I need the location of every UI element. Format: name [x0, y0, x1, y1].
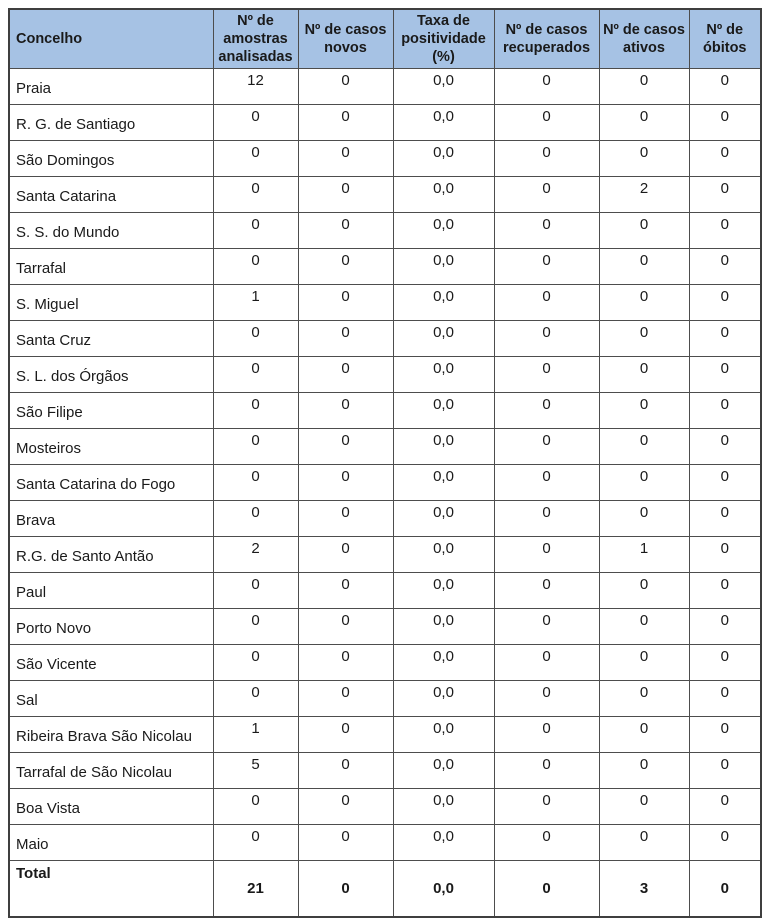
value-cell: 0: [689, 213, 761, 249]
value-cell: 0: [689, 177, 761, 213]
value-cell: 0: [494, 789, 599, 825]
table-row: [9, 429, 761, 465]
value-cell: 1: [599, 537, 689, 573]
value-cell: 0: [494, 537, 599, 573]
value-cell: 0: [494, 69, 599, 105]
total-recuperados: 0: [494, 861, 599, 917]
header-obitos: Nº de óbitos: [689, 9, 761, 69]
table-row: [9, 465, 761, 501]
value-cell: 0: [213, 321, 298, 357]
value-cell: 0: [494, 609, 599, 645]
value-cell: 0: [298, 429, 393, 465]
value-cell: 0: [599, 825, 689, 861]
concelho-cell: R. G. de Santiago: [9, 105, 213, 141]
value-cell: 0: [298, 321, 393, 357]
value-cell: 0: [599, 105, 689, 141]
value-cell: 0: [599, 753, 689, 789]
value-cell: 0: [494, 465, 599, 501]
value-cell: 0,0: [393, 645, 494, 681]
value-cell: 0: [213, 177, 298, 213]
total-label: Total: [9, 861, 213, 917]
value-cell: 0: [494, 429, 599, 465]
value-cell: 0,0: [393, 465, 494, 501]
table-row: [9, 717, 761, 753]
total-amostras: 21: [213, 861, 298, 917]
value-cell: 0: [494, 645, 599, 681]
value-cell: 0,0: [393, 753, 494, 789]
value-cell: 0,0: [393, 429, 494, 465]
value-cell: 0: [494, 573, 599, 609]
total-taxa: 0,0: [393, 861, 494, 917]
value-cell: 0: [213, 249, 298, 285]
value-cell: 0: [689, 681, 761, 717]
value-cell: 0: [298, 717, 393, 753]
value-cell: 0,0: [393, 177, 494, 213]
table-row: [9, 285, 761, 321]
value-cell: 0: [689, 753, 761, 789]
value-cell: 1: [213, 285, 298, 321]
value-cell: 0: [599, 645, 689, 681]
value-cell: 0: [689, 393, 761, 429]
table-row: [9, 393, 761, 429]
value-cell: 0: [298, 681, 393, 717]
value-cell: 0: [689, 825, 761, 861]
value-cell: 0,0: [393, 609, 494, 645]
header-amostras: Nº de amostras analisadas: [213, 9, 298, 69]
value-cell: 0: [599, 285, 689, 321]
concelho-cell: Brava: [9, 501, 213, 537]
value-cell: 0: [213, 789, 298, 825]
table-row: [9, 609, 761, 645]
value-cell: 0: [689, 141, 761, 177]
value-cell: 0: [599, 609, 689, 645]
value-cell: 0: [689, 645, 761, 681]
value-cell: 0: [599, 249, 689, 285]
value-cell: 0: [689, 69, 761, 105]
value-cell: 0: [298, 465, 393, 501]
value-cell: 0: [494, 321, 599, 357]
value-cell: 0: [298, 357, 393, 393]
value-cell: 0: [689, 501, 761, 537]
value-cell: 0: [494, 501, 599, 537]
concelho-cell: S. S. do Mundo: [9, 213, 213, 249]
total-row: [9, 861, 761, 917]
value-cell: 0: [494, 825, 599, 861]
value-cell: 0: [494, 681, 599, 717]
value-cell: 0: [298, 609, 393, 645]
value-cell: 0: [494, 285, 599, 321]
header-casos-novos: Nº de casos novos: [298, 9, 393, 69]
value-cell: 0: [689, 105, 761, 141]
value-cell: 0: [494, 177, 599, 213]
concelho-cell: Santa Cruz: [9, 321, 213, 357]
value-cell: 0,0: [393, 285, 494, 321]
value-cell: 0,0: [393, 789, 494, 825]
concelho-cell: S. Miguel: [9, 285, 213, 321]
value-cell: 0: [689, 465, 761, 501]
value-cell: 0: [689, 249, 761, 285]
value-cell: 0: [689, 573, 761, 609]
value-cell: 2: [599, 177, 689, 213]
value-cell: 12: [213, 69, 298, 105]
value-cell: 0: [298, 825, 393, 861]
concelho-cell: São Filipe: [9, 393, 213, 429]
table-row: [9, 321, 761, 357]
header-ativos: Nº de casos ativos: [599, 9, 689, 69]
value-cell: 0,0: [393, 69, 494, 105]
value-cell: 0: [213, 465, 298, 501]
value-cell: 0: [494, 141, 599, 177]
table-row: [9, 789, 761, 825]
value-cell: 0,0: [393, 573, 494, 609]
header-recuperados: Nº de casos recuperados: [494, 9, 599, 69]
value-cell: 0: [213, 573, 298, 609]
value-cell: 0: [689, 321, 761, 357]
value-cell: 0: [689, 357, 761, 393]
value-cell: 0,0: [393, 393, 494, 429]
table-row: [9, 213, 761, 249]
value-cell: 0: [298, 213, 393, 249]
value-cell: 0: [689, 609, 761, 645]
value-cell: 0: [494, 717, 599, 753]
value-cell: 0: [298, 69, 393, 105]
value-cell: 0: [494, 213, 599, 249]
value-cell: 0: [599, 393, 689, 429]
value-cell: 0: [298, 753, 393, 789]
value-cell: 0,0: [393, 249, 494, 285]
value-cell: 0: [213, 429, 298, 465]
header-taxa-positividade: Taxa de positividade (%): [393, 9, 494, 69]
value-cell: 0: [599, 681, 689, 717]
value-cell: 0: [298, 177, 393, 213]
table-row: [9, 681, 761, 717]
table-row: [9, 501, 761, 537]
value-cell: 0: [298, 105, 393, 141]
table-header: [9, 9, 761, 69]
value-cell: 0: [689, 285, 761, 321]
value-cell: 0: [298, 393, 393, 429]
value-cell: 2: [213, 537, 298, 573]
concelho-cell: Maio: [9, 825, 213, 861]
total-obitos: 0: [689, 861, 761, 917]
table-row: [9, 105, 761, 141]
table-row: [9, 69, 761, 105]
concelho-cell: Santa Catarina do Fogo: [9, 465, 213, 501]
value-cell: 0: [599, 501, 689, 537]
value-cell: 0: [689, 429, 761, 465]
total-casos-novos: 0: [298, 861, 393, 917]
table-row: [9, 825, 761, 861]
value-cell: 0,0: [393, 717, 494, 753]
value-cell: 0: [599, 69, 689, 105]
value-cell: 0,0: [393, 357, 494, 393]
total-ativos: 3: [599, 861, 689, 917]
value-cell: 0: [689, 537, 761, 573]
table-footer: [9, 861, 761, 917]
value-cell: 0,0: [393, 681, 494, 717]
value-cell: 0,0: [393, 501, 494, 537]
table-row: [9, 753, 761, 789]
table-row: [9, 249, 761, 285]
value-cell: 0: [298, 789, 393, 825]
value-cell: 0: [494, 393, 599, 429]
value-cell: 0: [213, 501, 298, 537]
value-cell: 0: [298, 285, 393, 321]
header-concelho: Concelho: [9, 9, 213, 69]
concelho-cell: Santa Catarina: [9, 177, 213, 213]
value-cell: 0,0: [393, 537, 494, 573]
value-cell: 0: [213, 213, 298, 249]
concelho-cell: Boa Vista: [9, 789, 213, 825]
concelho-cell: S. L. dos Órgãos: [9, 357, 213, 393]
table-row: [9, 573, 761, 609]
value-cell: 0: [599, 357, 689, 393]
concelho-cell: São Vicente: [9, 645, 213, 681]
table-row: [9, 357, 761, 393]
value-cell: 0,0: [393, 213, 494, 249]
value-cell: 0,0: [393, 141, 494, 177]
value-cell: 0: [599, 717, 689, 753]
value-cell: 0: [298, 537, 393, 573]
value-cell: 0: [213, 645, 298, 681]
value-cell: 0: [599, 141, 689, 177]
concelho-cell: Sal: [9, 681, 213, 717]
value-cell: 1: [213, 717, 298, 753]
value-cell: 0: [213, 825, 298, 861]
value-cell: 0,0: [393, 825, 494, 861]
value-cell: 0: [599, 789, 689, 825]
table-row: [9, 177, 761, 213]
value-cell: 0,0: [393, 105, 494, 141]
value-cell: 0: [494, 249, 599, 285]
value-cell: 0: [298, 141, 393, 177]
concelho-cell: Porto Novo: [9, 609, 213, 645]
value-cell: 0,0: [393, 321, 494, 357]
value-cell: 0: [494, 357, 599, 393]
table-row: [9, 645, 761, 681]
concelho-cell: São Domingos: [9, 141, 213, 177]
value-cell: 0: [689, 717, 761, 753]
concelho-cell: Praia: [9, 69, 213, 105]
table-body: [9, 69, 761, 861]
concelho-cell: R.G. de Santo Antão: [9, 537, 213, 573]
value-cell: 0: [298, 501, 393, 537]
value-cell: 0: [213, 141, 298, 177]
concelho-cell: Paul: [9, 573, 213, 609]
value-cell: 0: [494, 753, 599, 789]
value-cell: 0: [213, 357, 298, 393]
value-cell: 0: [213, 681, 298, 717]
concelho-cell: Tarrafal de São Nicolau: [9, 753, 213, 789]
concelho-cell: Tarrafal: [9, 249, 213, 285]
value-cell: 0: [599, 465, 689, 501]
value-cell: 0: [599, 321, 689, 357]
concelho-cell: Mosteiros: [9, 429, 213, 465]
value-cell: 0: [599, 573, 689, 609]
table-row: [9, 141, 761, 177]
covid-municipality-table: [8, 8, 762, 918]
value-cell: 0: [689, 789, 761, 825]
value-cell: 0: [213, 105, 298, 141]
value-cell: 0: [213, 609, 298, 645]
header-row: [9, 9, 761, 69]
value-cell: 0: [494, 105, 599, 141]
value-cell: 5: [213, 753, 298, 789]
value-cell: 0: [213, 393, 298, 429]
concelho-cell: Ribeira Brava São Nicolau: [9, 717, 213, 753]
value-cell: 0: [599, 429, 689, 465]
value-cell: 0: [298, 249, 393, 285]
value-cell: 0: [298, 645, 393, 681]
value-cell: 0: [298, 573, 393, 609]
table-row: [9, 537, 761, 573]
value-cell: 0: [599, 213, 689, 249]
